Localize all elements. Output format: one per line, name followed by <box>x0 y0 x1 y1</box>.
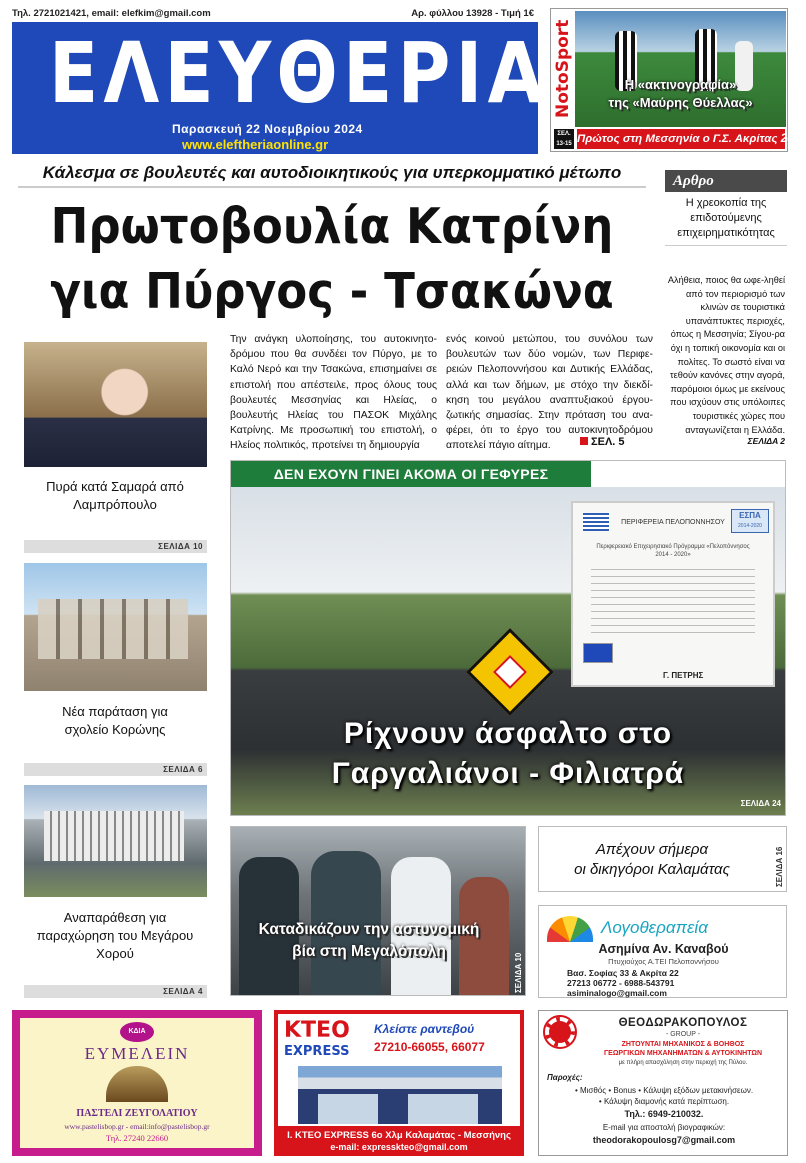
theodorakopoulos-brand: ΘΕΟΔΩΡΑΚΟΠΟΥΛΟΣ <box>618 1017 748 1029</box>
theodorakopoulos-cv-label: E-mail για αποστολή βιογραφικών: <box>602 1123 726 1132</box>
arthro-body: Αλήθεια, ποιος θα ωφε-ληθεί από τον περιορισμό των κλινών σε τουριστικά υπανάπτυκτες περιοχές, όπως η Μεσσηνία; Σίγου-ρα όχι η τοπική οικονομία και οι πολίτες. Το σωστό είναι να τεθούν κανόνες στην αγορά, παρόμοιοι όμως με εκείνους που ισχύουν στις υπόλοιπες τουριστικές χώρες που ανταγωνίζεται η Ελλάδα. <box>667 275 785 435</box>
arthro-title: Η χρεοκοπία της επιδοτούμενης επιχειρηματικότητας <box>665 196 787 246</box>
espa-logo <box>731 509 769 533</box>
evmelein-badge: ΚΔΙΑ <box>120 1022 154 1042</box>
theodorakopoulos-location: με πλήρη απασχόληση στην περιοχή της Πύλου. <box>618 1060 748 1066</box>
notosport-brand: NotoSport <box>553 19 573 119</box>
story-caption: Πυρά κατά Σαμαρά από Λαμπρόπουλο <box>46 479 184 512</box>
eu-flag-icon <box>583 643 613 663</box>
police-headline-1: Καταδικάζουν την αστυνομική <box>258 921 480 938</box>
lead-kicker: Κάλεσμα σε βουλευτές και αυτοδιοικητικούς για υπερκομματικό μέτωπο <box>18 163 646 188</box>
logotherapeia-degree: Πτυχιούχος Α.ΤΕΙ Πελοποννήσου <box>608 957 719 966</box>
bridges-headline-1: Ρίχνουν άσφαλτο στο <box>343 717 673 750</box>
masthead-issue: Αρ. φύλλου 13928 - Τιμή 1€ <box>411 8 534 19</box>
lead-body-col1: Την ανάγκη υλοποίησης, του αυτοκινητο-δρόμου που θα συνδέει τον Πύργο, με το Καλό Νερό και την Τσακώνα, επισημαίνει σε επιστολή που απέστειλε, προς όλους τους βουλευτές Μεσσηνίας και Ηλείας, ο βουλευτής Ηλείας του ΠΑΣΟΚ Μιχάλης Κατρίνης. Με προσωπική του επιστολή, ο Ηλείος πολιτικός, προτείνει τη δημιουργία <box>230 334 437 452</box>
sign-program: Περιφερειακό Επιχειρησιακό Πρόγραμμα «Πελοπόννησος 2014 - 2020» <box>596 544 750 558</box>
square-icon <box>580 437 588 445</box>
theodorakopoulos-ad[interactable] <box>538 1010 788 1156</box>
greek-flag-icon <box>583 513 609 531</box>
kteo-inner <box>278 1014 520 1126</box>
lead-body-col2: ενός κοινού μετώπου, του συνόλου των βουλευτών των δύο νομών, των Περιφε-ρειών Πελοποννήσου και Δυτικής Ελλάδας, αλλά και των δήμων, με στόχο την διεκδί-κηση του μεγάλου αναπτυξιακού έργου-ζωτικής σημασίας. Στην πρόταση του ανα-φέρει, ότι το έργο του αυτοκινητοδρόμου αποτελεί πάγιο αίτημα. <box>446 334 653 452</box>
kteo-email[interactable]: e-mail: expresskteo@gmail.com <box>330 1142 468 1152</box>
logotherapeia-ad[interactable] <box>538 905 787 998</box>
bridges-headline-2: Γαργαλιάνοι - Φιλιατρά <box>331 757 685 790</box>
theodorakopoulos-offer-2: • Κάλυψη διαμονής κατά περίπτωση. <box>598 1097 730 1106</box>
bridges-story[interactable] <box>230 460 786 816</box>
bridges-page: ΣΕΛΙΔΑ 24 <box>740 799 781 808</box>
police-headline-2: βία στη Μεγαλόπολη <box>292 943 446 960</box>
sign-text-lines <box>591 569 755 639</box>
lawyers-line-2: οι δικηγόροι Καλαμάτας <box>574 861 730 878</box>
masthead-website[interactable]: www.eleftheriaonline.gr <box>182 137 329 152</box>
left-story-3[interactable] <box>20 785 210 1000</box>
theodorakopoulos-group: - GROUP - <box>665 1031 701 1038</box>
kteo-building <box>298 1066 502 1124</box>
rainbow-icon <box>547 916 593 942</box>
left-story-1[interactable] <box>20 342 210 557</box>
evmelein-product: ΠΑΣΤΕΛΙ ΖΕΥΓΟΛΑΤΙΟΥ <box>76 1108 198 1119</box>
theodorakopoulos-seeking-1: ΖΗΤΟΥΝΤΑΙ ΜΗΧΑΝΙΚΟΣ & ΒΟΗΘΟΣ <box>621 1041 745 1048</box>
notosport-photo <box>575 11 786 127</box>
kteo-footer: Ι. ΚΤΕΟ EXPRESS 6ο Χλμ Καλαμάτας - Μεσσήνης <box>287 1130 511 1141</box>
arthro-label: Αρθρο <box>665 170 787 192</box>
story-page-tag: ΣΕΛΙΔΑ 6 <box>24 763 207 776</box>
theodorakopoulos-offers-label: Παροχές: <box>547 1073 583 1082</box>
masthead-panel <box>12 22 549 154</box>
police-story[interactable] <box>230 826 526 996</box>
lawyers-page: ΣΕΛΙΔΑ 16 <box>775 846 784 887</box>
lead-headline-1: Πρωτοβουλία Κατρίνη <box>50 198 614 255</box>
notosport-footer: Πρώτος στη Μεσσηνία ο Γ.Σ. Ακρίτας 2016 <box>577 129 785 149</box>
arthro-page: ΣΕΛΙΔΑ 2 <box>747 436 785 446</box>
logotherapeia-title: Λογοθεραπεία <box>601 918 708 937</box>
building-shape <box>38 599 188 659</box>
mansion-icon <box>106 1066 168 1102</box>
story-caption: Νέα παράταση για σχολείο Κορώνης <box>62 704 168 737</box>
story-caption: Αναπαράθεση για παραχώρηση του Μεγάρου Χορού <box>36 910 194 961</box>
police-photo <box>231 827 525 995</box>
story-page-tag: ΣΕΛΙΔΑ 4 <box>24 985 207 998</box>
project-sign <box>571 501 775 687</box>
masthead <box>12 8 549 152</box>
hall-shape <box>44 811 184 861</box>
gear-icon <box>545 1017 575 1047</box>
masthead-title: ΕΛΕΥΘΕΡΙΑ <box>48 24 549 122</box>
lawyers-box[interactable] <box>538 826 787 892</box>
logotherapeia-email[interactable]: asiminalogo@gmail.com <box>567 988 667 998</box>
theodorakopoulos-seeking-2: ΓΕΩΡΓΙΚΩΝ ΜΗΧΑΝΗΜΑΤΩΝ & ΑΥΤΟΚΙΝΗΤΩΝ <box>603 1050 763 1057</box>
sign-title: ΠΕΡΙΦΕΡΕΙΑ ΠΕΛΟΠΟΝΝΗΣΟΥ <box>621 519 725 526</box>
logotherapeia-phones: 27213 06772 - 6988-543791 <box>567 978 675 988</box>
lead-headline-2: για Πύργος - Τσακώνα <box>50 263 614 320</box>
espa-label: ΕΣΠΑ <box>739 511 761 520</box>
evmelein-brand: ΕΥΜΕΛΕΙΝ <box>84 1044 190 1063</box>
notosport-pages: ΣΕΛ. 13-15 <box>554 129 574 149</box>
story-page-tag: ΣΕΛΙΔΑ 10 <box>24 540 207 553</box>
kteo-ad[interactable] <box>274 1010 524 1156</box>
left-story-2[interactable] <box>20 563 210 778</box>
evmelein-ad[interactable] <box>12 1010 262 1156</box>
story-photo <box>24 785 207 897</box>
theodorakopoulos-phone: Τηλ.: 6949-210032. <box>624 1109 704 1119</box>
lead-page-ref[interactable]: ΣΕΛ. 5 <box>580 436 625 448</box>
roadwork-sign-icon <box>466 628 554 716</box>
story-photo <box>24 563 207 691</box>
notosport-headline-1: Η «ακτινογραφία» <box>624 77 737 92</box>
bridges-banner: ΔΕΝ ΕΧΟΥΝ ΓΙΝΕΙ ΑΚΟΜΑ ΟΙ ΓΕΦΥΡΕΣ <box>231 461 591 487</box>
lawyers-line-1: Απέχουν σήμερα <box>595 841 709 858</box>
kteo-phones: 27210-66055, 66077 <box>374 1040 485 1054</box>
arthro-box[interactable] <box>665 170 787 458</box>
masthead-contact: Τηλ. 2721021421, email: elefkim@gmail.com <box>12 8 211 19</box>
kteo-cta: Κλείστε ραντεβού <box>374 1022 475 1036</box>
espa-years: 2014-2020 <box>738 523 762 529</box>
notosport-headline-2: της «Μαύρης Θύελλας» <box>608 95 753 110</box>
story-photo <box>24 342 207 467</box>
notosport-box[interactable] <box>550 8 806 152</box>
kteo-logo-bottom: EXPRESS <box>284 1044 350 1059</box>
evmelein-inner <box>20 1018 254 1148</box>
evmelein-web[interactable]: www.pastelisbop.gr - email:info@pastelisbop.gr <box>64 1122 210 1131</box>
logotherapeia-name: Ασημίνα Αν. Καναβού <box>598 942 729 956</box>
sign-contractor: Γ. ΠΕΤΡΗΣ <box>663 671 704 680</box>
kteo-logo-top: ΚΤΕΟ <box>284 1018 350 1043</box>
theodorakopoulos-offer-1: • Μισθός • Bonus • Κάλυψη εξόδων μετακινήσεων. <box>574 1086 754 1095</box>
bridges-photo <box>231 487 785 815</box>
evmelein-phone: Τηλ. 27240 22660 <box>105 1133 169 1143</box>
theodorakopoulos-cv-email[interactable]: theodorakopoulosg7@gmail.com <box>592 1135 736 1145</box>
police-page: ΣΕΛΙΔΑ 10 <box>514 952 523 993</box>
logotherapeia-address: Βασ. Σοφίας 33 & Ακρίτα 22 <box>567 968 679 978</box>
masthead-date: Παρασκευή 22 Νοεμβρίου 2024 <box>172 122 363 136</box>
